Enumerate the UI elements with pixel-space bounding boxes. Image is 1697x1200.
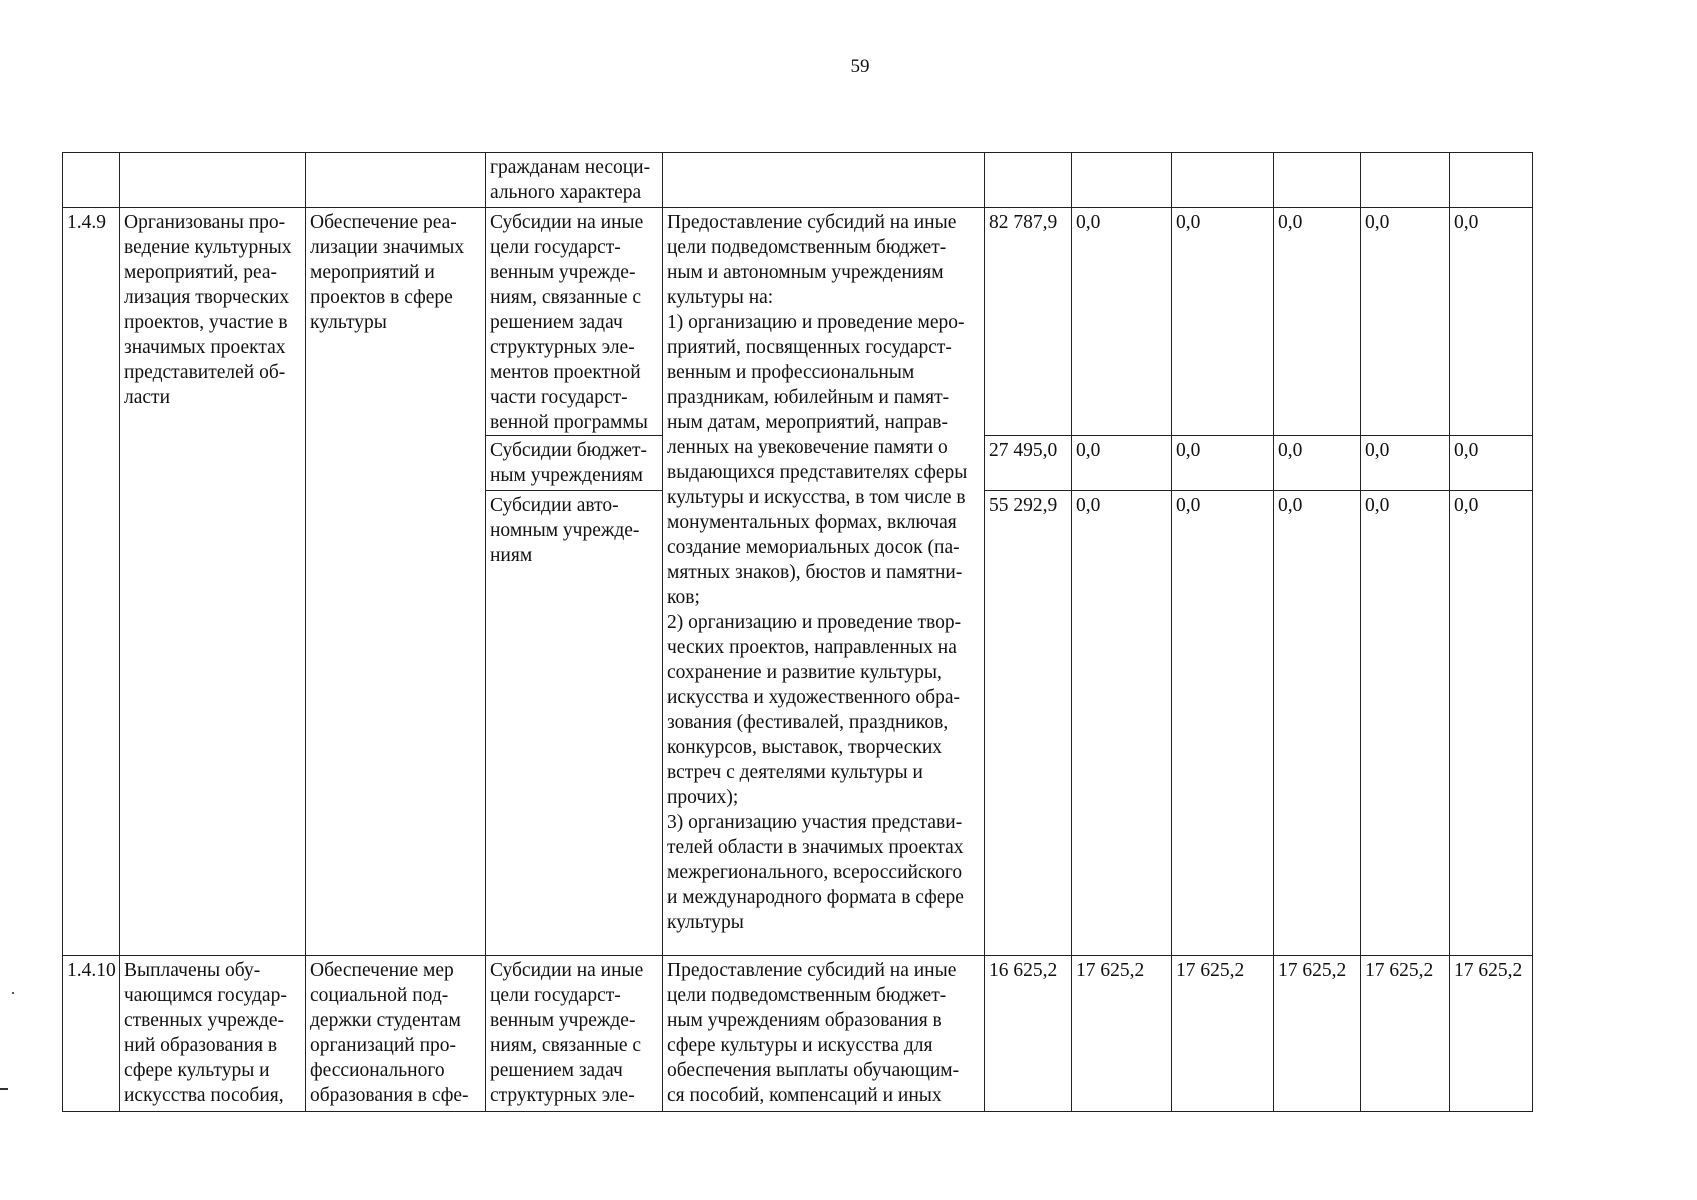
row-id: 1.4.10 xyxy=(67,960,116,981)
value: 0,0 xyxy=(1076,212,1101,233)
cell-value xyxy=(1072,491,1172,956)
cell-value xyxy=(1274,153,1361,208)
cell-value xyxy=(1450,956,1533,1112)
value: 0,0 xyxy=(1278,440,1303,461)
cell-value xyxy=(1361,956,1450,1112)
value: 0,0 xyxy=(1278,495,1303,516)
value: 82 787,9 xyxy=(989,212,1058,233)
cell-description xyxy=(663,208,985,956)
cell-type xyxy=(486,208,663,436)
value: 16 625,2 xyxy=(989,960,1058,981)
cell-value xyxy=(1172,208,1274,436)
cell-value xyxy=(1274,208,1361,436)
cell-value xyxy=(1172,436,1274,491)
cell-value xyxy=(1450,491,1533,956)
cell-measure xyxy=(306,956,486,1112)
row-id: 1.4.9 xyxy=(67,212,106,233)
value: 0,0 xyxy=(1176,212,1201,233)
cell-result xyxy=(120,956,306,1112)
value: 0,0 xyxy=(1176,440,1201,461)
cell-type xyxy=(486,153,663,208)
cell-value xyxy=(1172,956,1274,1112)
cell-value xyxy=(1072,208,1172,436)
value: 17 625,2 xyxy=(1176,960,1245,981)
cell-value xyxy=(985,491,1072,956)
type-text: Субсидии на иные цели государст- венным учрежде- ниям, связанные с решением задач структурных эле- xyxy=(490,960,644,1106)
value: 0,0 xyxy=(1076,440,1101,461)
cell-value xyxy=(985,956,1072,1112)
value: 0,0 xyxy=(1454,212,1479,233)
type-text: Субсидии на иные цели государст- венным учрежде- ниям, связанные с решением задач структурных эле- ментов проектной части государст- венной программы xyxy=(490,212,648,433)
cell-value xyxy=(1361,491,1450,956)
cell-id xyxy=(63,208,120,956)
cell-description xyxy=(663,153,985,208)
cell-result xyxy=(120,208,306,956)
table-row-continuation xyxy=(63,153,1533,208)
value: 0,0 xyxy=(1365,495,1390,516)
cell-type xyxy=(486,956,663,1112)
cell-value xyxy=(1361,153,1450,208)
cell-value xyxy=(1450,153,1533,208)
cell-type xyxy=(486,436,663,491)
cell-value xyxy=(1450,436,1533,491)
cell-type xyxy=(486,491,663,956)
value: 17 625,2 xyxy=(1076,960,1145,981)
result-text: Выплачены обу- чающимся государ- ственных учрежде- ний образования в сфере культуры и искусства пособия, xyxy=(124,960,287,1106)
cell-value xyxy=(1361,208,1450,436)
cell-value xyxy=(985,208,1072,436)
value: 0,0 xyxy=(1278,212,1303,233)
cell-value xyxy=(1072,956,1172,1112)
type-text: Субсидии авто- номным учрежде- ниям xyxy=(490,495,640,566)
page-number: 59 xyxy=(850,56,870,77)
cell-value xyxy=(1274,491,1361,956)
value: 0,0 xyxy=(1454,495,1479,516)
table-row xyxy=(63,956,1533,1112)
type-text: гражданам несоци- ального характера xyxy=(490,157,651,203)
margin-mark xyxy=(0,1088,8,1090)
cell-value xyxy=(1450,208,1533,436)
cell-measure xyxy=(306,153,486,208)
program-table xyxy=(62,152,1533,1112)
table-row xyxy=(63,208,1533,436)
cell-value xyxy=(985,436,1072,491)
cell-description xyxy=(663,956,985,1112)
measure-text: Обеспечение реа- лизации значимых мероприятий и проектов в сфере культуры xyxy=(310,212,465,333)
cell-result xyxy=(120,153,306,208)
value: 0,0 xyxy=(1454,440,1479,461)
value: 55 292,9 xyxy=(989,495,1058,516)
result-text: Организованы про- ведение культурных мероприятий, реа- лизация творческих проектов, участие в значимых проектах представителей об- ласти xyxy=(124,212,292,408)
value: 17 625,2 xyxy=(1365,960,1434,981)
cell-value xyxy=(1072,436,1172,491)
value: 0,0 xyxy=(1365,212,1390,233)
measure-text: Обеспечение мер социальной под- держки студентам организаций про- фессионального образования в сфе- xyxy=(310,960,469,1106)
cell-value xyxy=(1274,436,1361,491)
cell-value xyxy=(985,153,1072,208)
value: 0,0 xyxy=(1076,495,1101,516)
cell-value xyxy=(1172,153,1274,208)
cell-id xyxy=(63,956,120,1112)
description-text: Предоставление субсидий на иные цели подведомственным бюджет- ным учреждениям образования в сфере культуры и искусства для обеспечения выплаты обучающим- ся пособий, компенсаций и иных xyxy=(667,960,960,1106)
description-text: Предоставление субсидий на иные цели подведомственным бюджет- ным и автономным учреждениям культуры на: 1) организацию и проведение меро- приятий, посвященных государст- венным и профессиональным праздникам, юбилейным и памят- ным датам, мероприятий, направ- ленных на увековечение памяти о выдающихся представителях сферы культуры и искусства, в том числе в монументальных формах, включая создание мемориальных досок (па- мятных знаков), бюстов и памятни- ков; 2) организацию и проведение твор- ческих проектов, направленных на сохранение и развитие культуры, искусства и художественного обра- зования (фестивалей, праздников, конкурсов, выставок, творческих встреч с деятелями культуры и прочих); 3) организацию участия представи- телей области в значимых проектах межрегионального, всероссийского и международного формата в сфере культуры xyxy=(667,212,968,933)
value: 17 625,2 xyxy=(1278,960,1347,981)
cell-value xyxy=(1361,436,1450,491)
cell-value xyxy=(1172,491,1274,956)
type-text: Субсидии бюджет- ным учреждениям xyxy=(490,440,647,486)
margin-dot xyxy=(12,992,14,994)
cell-measure xyxy=(306,208,486,956)
cell-id xyxy=(63,153,120,208)
value: 0,0 xyxy=(1365,440,1390,461)
value: 17 625,2 xyxy=(1454,960,1523,981)
cell-value xyxy=(1072,153,1172,208)
cell-value xyxy=(1274,956,1361,1112)
value: 0,0 xyxy=(1176,495,1201,516)
value: 27 495,0 xyxy=(989,440,1058,461)
